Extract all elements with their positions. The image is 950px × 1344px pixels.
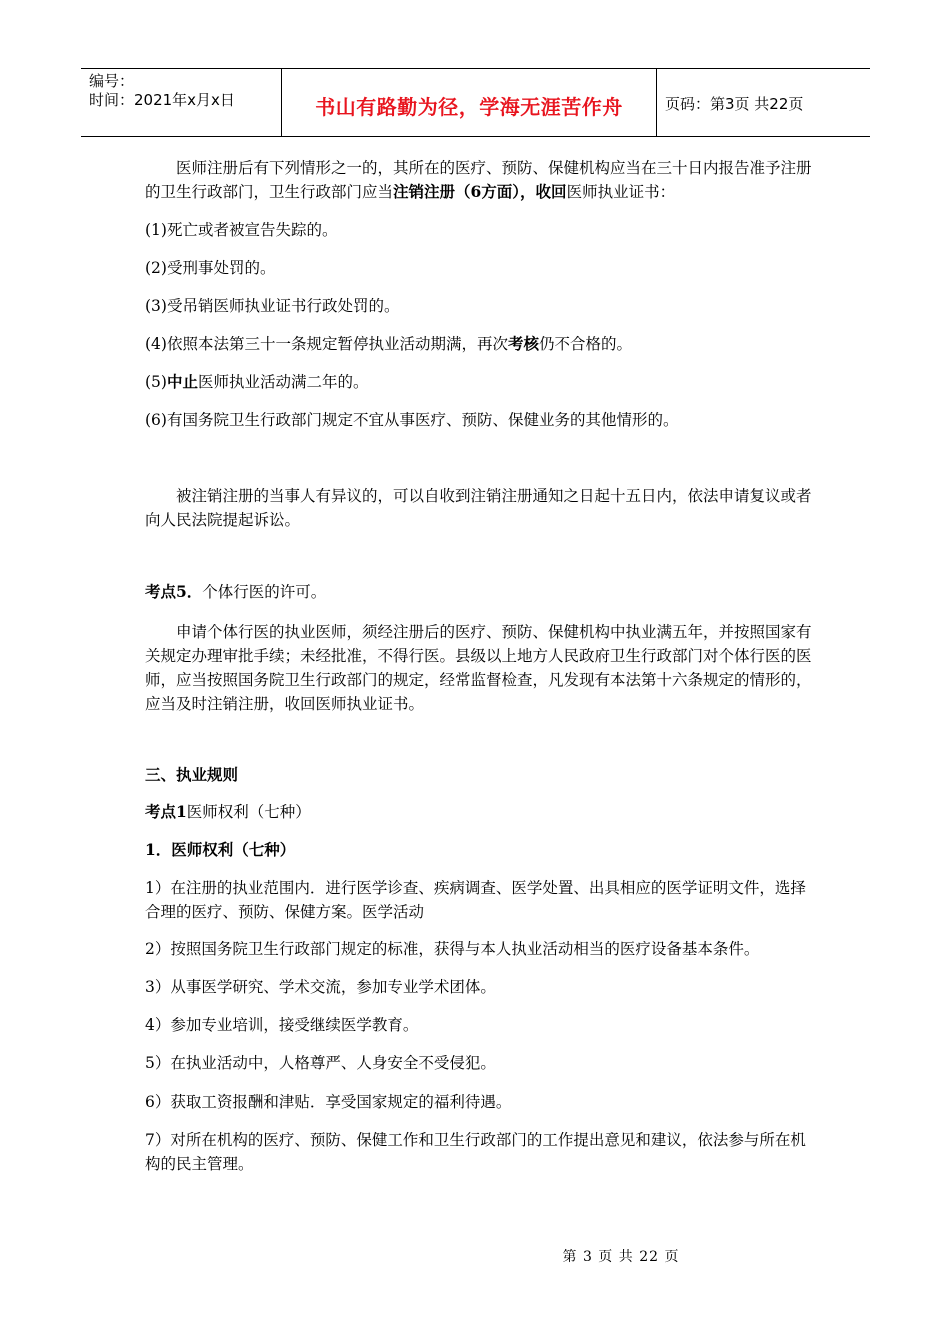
exam-point-1 [145,800,815,824]
paragraph-private-practice: 申请个体行医的执业医师，须经注册后的医疗、预防、保健机构中执业满五年，并按照国家有关规定办理审批手续；未经批准，不得行医。县级以上地方人民政府卫生行政部门对个体行医的医师，应当按照国务院卫生行政部门的规定，经常监督检查，凡发现有本法第十六条规定的情形的，应当及时注销注册，收回医师执业证书。 [145,623,812,713]
paragraph-appeal: 被注销注册的当事人有异议的，可以自收到注销注册通知之日起十五日内，依法申请复议或者向人民法院提起诉讼。 [145,487,812,529]
rights-item: 5）在执业活动中，人格尊严、人身安全不受侵犯。 [145,1054,496,1072]
page-header [81,68,870,137]
document-date-label: 时间：2021年x月x日 [89,91,235,109]
text-run: 医师权利（七种） [186,803,311,821]
list-item [145,332,815,356]
section-heading [145,763,815,787]
bold-run: 1．医师权利（七种） [145,840,296,859]
bold-run: 中止 [166,372,198,391]
exam-point-5 [145,580,815,604]
header-page-number: 页码：第3页 共22页 [665,95,804,113]
text-run: (5) [145,373,167,391]
bold-run: 考核 [507,334,539,353]
list-item: (1)死亡或者被宣告失踪的。 [145,221,338,239]
list-item [145,370,815,394]
header-motto-cell [281,69,657,136]
text-run: 医师执业活动满二年的。 [197,373,369,391]
list-item: (2)受刑事处罚的。 [145,259,276,277]
rights-item: 2）按照国务院卫生行政部门规定的标准，获得与本人执业活动相当的医疗设备基本条件。 [145,940,760,958]
bold-run: 考点5． [145,582,203,601]
bold-run: 三、执业规则 [145,765,239,784]
text-run: 医师注册后有下列情形之一的，其所在的医疗、预防、保健机构应当在三十日内报告准予注册的卫生行政部门，卫生行政部门应当 [145,159,812,201]
text-run: (4)依照本法第三十一条规定暂停执业活动期满，再次 [145,335,508,353]
rights-item: 4）参加专业培训，接受继续医学教育。 [145,1016,419,1034]
text-run: 医师执业证书： [566,183,676,201]
text-run: 仍不合格的。 [538,335,632,353]
header-meta [81,69,281,136]
text-run: 个体行医的许可。 [202,583,327,601]
list-item: (3)受吊销医师执业证书行政处罚的。 [145,297,400,315]
rights-item: 6）获取工资报酬和津贴．享受国家规定的福利待遇。 [145,1093,512,1111]
bold-run: 注销注册（6方面），收回 [393,182,567,201]
bold-run: 考点1 [145,802,187,821]
paragraph-deregistration [145,156,815,204]
rights-item: 3）从事医学研究、学术交流，参加专业学术团体。 [145,978,496,996]
rights-item: 1）在注册的执业范围内．进行医学诊查、疾病调查、医学处置、出具相应的医学证明文件，选择合理的医疗、预防、保健方案。医学活动 [145,879,806,921]
header-motto: 书山有路勤为径，学海无涯苦作舟 [315,95,623,119]
header-page-cell [656,69,870,136]
page-footer: 第 3 页 共 22 页 [562,1249,680,1265]
rights-item: 7）对所在机构的医疗、预防、保健工作和卫生行政部门的工作提出意见和建议，依法参与所在机构的民主管理。 [145,1131,806,1173]
subheading-rights [145,838,815,862]
document-number-label: 编号： [89,72,135,90]
list-item: (6)有国务院卫生行政部门规定不宜从事医疗、预防、保健业务的其他情形的。 [145,411,679,429]
